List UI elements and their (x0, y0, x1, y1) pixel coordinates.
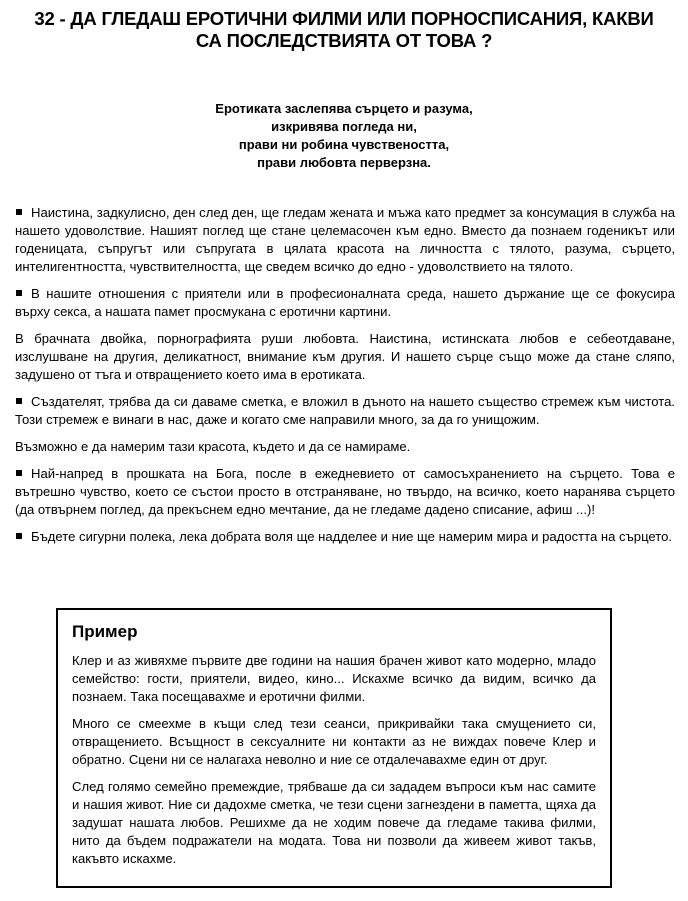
paragraph-text: Най-напред в прошката на Бога, после в ежедневието от самосъхранението на сърцето. Това е вътрешно чувство, което се състои просто в отстраняване, но твърдо, на всичко, което наранява сърцето (да отвърнем поглед, да прекъснем едно мечтание, да не гледаме дадено списание, афиш ...)! (15, 466, 675, 517)
bullet-icon (16, 209, 22, 215)
paragraph-text: Създателят, трябва да си даваме сметка, е вложил в дъното на нашето същество стремеж към чистота. Този стремеж е винаги в нас, даже и когато сме направили много, за да го унищожим. (15, 394, 675, 427)
paragraph-bullet (15, 528, 675, 546)
example-heading: Пример (72, 622, 138, 641)
paragraph-text: Възможно е да намерим тази красота, където и да се намираме. (15, 439, 411, 454)
epigraph-line: прави любовта перверзна. (257, 155, 431, 170)
example-paragraph: Много се смеехме в къщи след тези сеанси, прикривайки така смущението си, отвращението. Всъщност в сексуалните ни контакти аз не виждах повече Клер и обратно. Сцени ни се налагаха неволно и ние се отдалечавахме един от друг. (72, 716, 596, 767)
bullet-icon (16, 290, 22, 296)
example-paragraph: След голямо семейно премеждие, трябваше да си зададем въпроси към нас самите и нашия живот. Ние си дадохме сметка, че тези сцени загнездени в паметта, щяха да задушат нашата любов. Решихме да не ходим повече да гледаме такива филми, нито да бъдем подражатели на модата. Това ни позволи да живеем живот такъв, какъвто искахме. (72, 779, 596, 866)
example-box (56, 608, 612, 888)
paragraph (15, 438, 675, 456)
paragraph-text: Наистина, задкулисно, ден след ден, ще гледам жената и мъжа като предмет за консумация в служба на нашето удоволствие. Нашият поглед ще стане целемасочен към едно. Вместо да познаем годеникът или годеницата, съпругът или съпругата в цялата красота на личността с тялото, разума, сърцето, интелигентността, чувствителността, ще сведем всичко до едно - удоволствието на тялото. (15, 205, 675, 274)
body-text (15, 204, 675, 555)
paragraph (15, 330, 675, 384)
epigraph-line: прави ни робина чувствеността, (238, 137, 450, 152)
paragraph-text: В брачната двойка, порнографията руши любовта. Наистина, истинската любов е себеотдаване, изслушване на другия, деликатност, внимание към другия. И нашето сърце също може да стане сляпо, задушено от тъга и отвращението което има в еротиката. (15, 331, 675, 382)
paragraph-text: В нашите отношения с приятели или в професионалната среда, нашето държание ще се фокусира върху секса, а нашата памет просмукана с еротични картини. (15, 286, 675, 319)
page-title (14, 8, 674, 52)
bullet-icon (16, 398, 22, 404)
paragraph-bullet (15, 204, 675, 276)
epigraph-line: изкривява погледа ни, (271, 119, 417, 134)
bullet-icon (16, 533, 22, 539)
title-line-1: 32 - ДА ГЛЕДАШ ЕРОТИЧНИ ФИЛМИ ИЛИ ПОРНОСПИСАНИЯ, КАКВИ (34, 8, 654, 29)
title-line-2: СА ПОСЛЕДСТВИЯТА ОТ ТОВА ? (195, 30, 493, 51)
epigraph (140, 100, 548, 172)
paragraph-bullet (15, 285, 675, 321)
bullet-icon (16, 470, 22, 476)
paragraph-text: Бъдете сигурни полека, лека добрата воля ще надделее и ние ще намерим мира и радостта на сърцето. (31, 529, 673, 544)
paragraph-bullet (15, 465, 675, 519)
paragraph-bullet (15, 393, 675, 429)
example-paragraph: Клер и аз живяхме първите две години на нашия брачен живот като модерно, младо семейство: гости, приятели, видео, кино... Искахме всичко да видим, всичко да познаем. Така посещавахме и еротични филми. (72, 653, 596, 704)
epigraph-line: Еротиката заслепява сърцето и разума, (215, 101, 473, 116)
